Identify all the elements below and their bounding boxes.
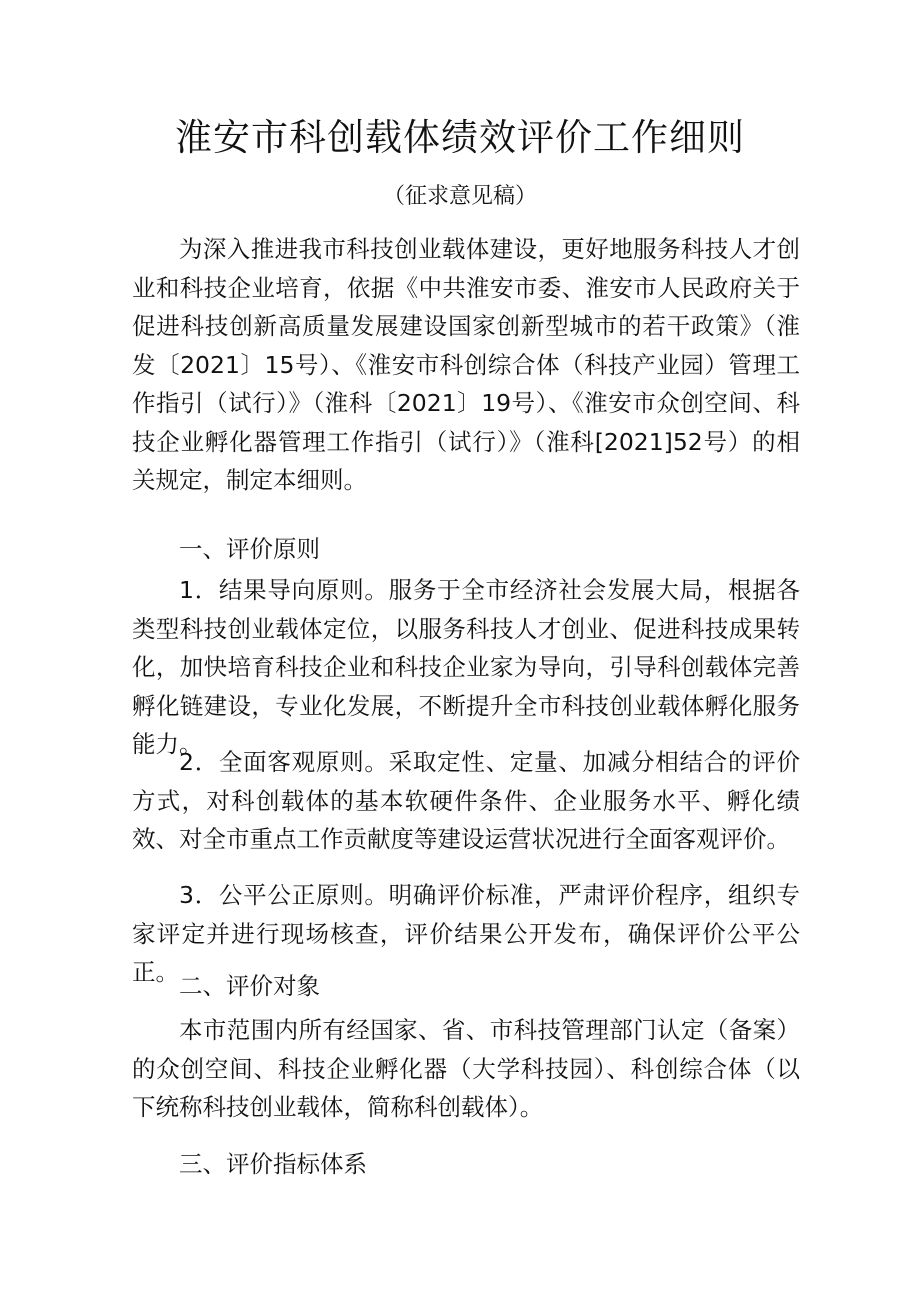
document-title: 淮安市科创载体绩效评价工作细则 [175, 116, 745, 159]
principle-result-oriented: 1．结果导向原则。服务于全市经济社会发展大局，根据各类型科技创业载体定位，以服务科技人才创业、促进科技成果转化，加快培育科技企业和科技企业家为导向，引导科创载体完善孵化链建设，专业化发展，不断提升全市科技创业载体孵化服务能力。 [132, 576, 800, 758]
document-subtitle: （征求意见稿） [382, 184, 537, 209]
section-heading-principles: 一、评价原则 [179, 535, 320, 563]
intro-paragraph: 为深入推进我市科技创业载体建设，更好地服务科技人才创业和科技企业培育，依据《中共淮安市委、淮安市人民政府关于促进科技创新高质量发展建设国家创新型城市的若干政策》（淮发〔2021〕15号）、《淮安市科创综合体（科技产业园）管理工作指引（试行）》（淮科〔2021〕19号）、《淮安市众创空间、科技企业孵化器管理工作指引（试行）》（淮科[2021]52号）的相关规定，制定本细则。 [132, 235, 800, 494]
section-heading-objects: 二、评价对象 [179, 972, 320, 1000]
principle-comprehensive-objective: 2．全面客观原则。采取定性、定量、加减分相结合的评价方式，对科创载体的基本软硬件条件、企业服务水平、孵化绩效、对全市重点工作贡献度等建设运营状况进行全面客观评价。 [132, 748, 800, 853]
section-heading-indicator-system: 三、评价指标体系 [179, 1150, 367, 1178]
principle-fair-just: 3．公平公正原则。明确评价标准，严肃评价程序，组织专家评定并进行现场核查，评价结果公开发布，确保评价公平公正。 [132, 881, 800, 986]
evaluation-objects-paragraph: 本市范围内所有经国家、省、市科技管理部门认定（备案）的众创空间、科技企业孵化器（大学科技园）、科创综合体（以下统称科技创业载体，简称科创载体）。 [132, 1016, 800, 1121]
